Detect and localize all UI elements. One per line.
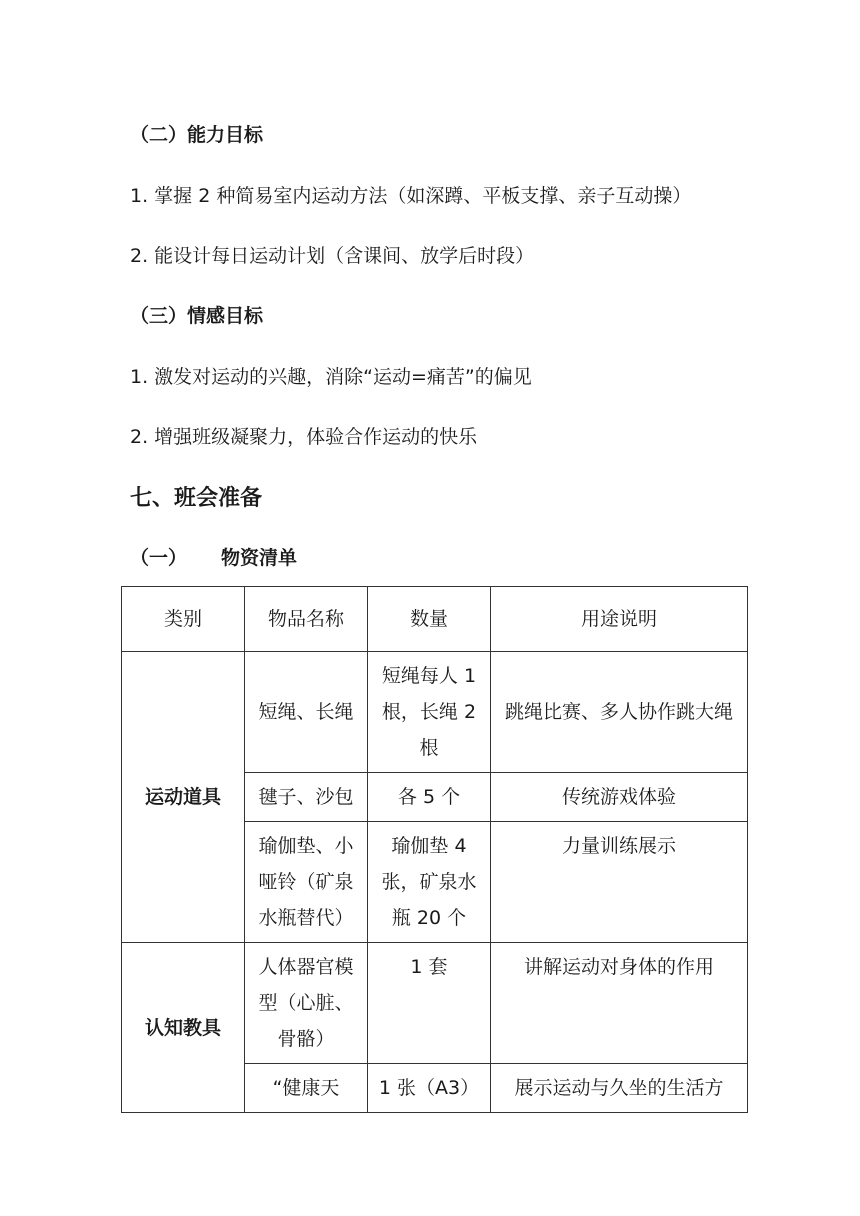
supplies-subheading-title: 物资清单 [221,547,298,569]
ability-goals-heading: （二）能力目标 [130,124,264,146]
use-cell: 讲解运动对身体的作用 [491,943,748,1064]
use-cell: 传统游戏体验 [491,773,748,822]
category-cell-cognitive: 认知教具 [122,943,245,1113]
qty-cell: 1 张（A3） [368,1064,491,1113]
emotion-goal-item-2: 2. 增强班级凝聚力，体验合作运动的快乐 [130,426,478,448]
ability-goal-item-2: 2. 能设计每日运动计划（含课间、放学后时段） [130,245,535,267]
table-row [122,652,748,773]
item-cell: 人体器官模型（心脏、骨骼） [245,943,368,1064]
use-cell: 力量训练展示 [491,822,748,943]
header-item-name: 物品名称 [245,587,368,652]
header-usage: 用途说明 [491,587,748,652]
qty-cell: 1 套 [368,943,491,1064]
supplies-table [121,586,748,1113]
ability-goal-item-1: 1. 掌握 2 种简易室内运动方法（如深蹲、平板支撑、亲子互动操） [130,185,692,207]
use-cell: 展示运动与久坐的生活方 [491,1064,748,1113]
section-7-heading: 七、班会准备 [130,486,263,511]
item-cell: “健康天 [245,1064,368,1113]
emotion-goals-heading: （三）情感目标 [130,305,264,327]
supplies-subheading-number: （一） [130,547,188,569]
qty-cell: 各 5 个 [368,773,491,822]
supplies-subheading [130,543,297,570]
table-header-row [122,587,748,652]
table-row [122,943,748,1064]
qty-cell: 短绳每人 1 根，长绳 2 根 [368,652,491,773]
header-quantity: 数量 [368,587,491,652]
qty-cell: 瑜伽垫 4 张，矿泉水瓶 20 个 [368,822,491,943]
use-cell: 跳绳比赛、多人协作跳大绳 [491,652,748,773]
item-cell: 瑜伽垫、小哑铃（矿泉水瓶替代） [245,822,368,943]
header-category: 类别 [122,587,245,652]
emotion-goal-item-1: 1. 激发对运动的兴趣，消除“运动=痛苦”的偏见 [130,366,532,388]
item-cell: 毽子、沙包 [245,773,368,822]
category-cell-sports: 运动道具 [122,652,245,943]
item-cell: 短绳、长绳 [245,652,368,773]
